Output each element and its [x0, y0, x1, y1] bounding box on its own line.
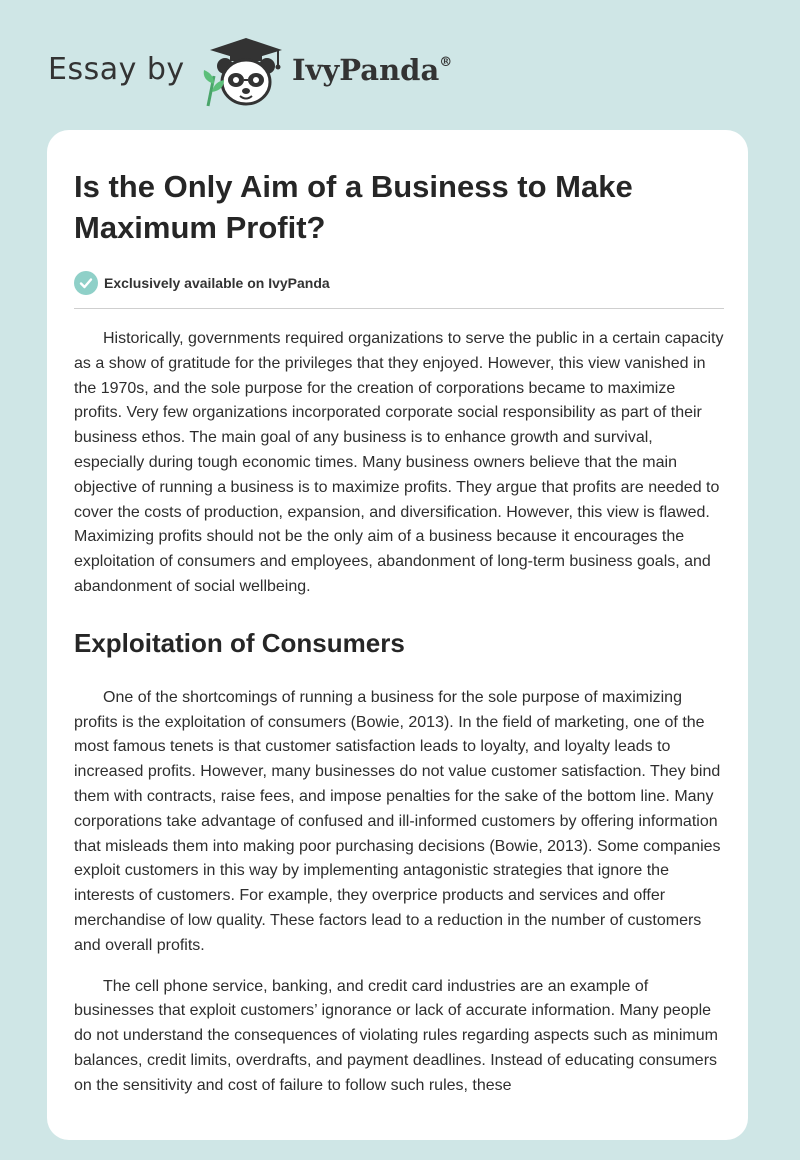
body-paragraph: The cell phone service, banking, and credit card industries are an example of businesses that exploit customers’ ignorance or lack of accurate information. Many people do not understand the consequences of violating rules regarding aspects such as minimum balances, credit limits, overdrafts, and payment deadlines. Instead of educating consumers on the sensitivity and cost of failure to follow such rules, these [74, 977, 718, 1094]
section-heading: Exploitation of Consumers [74, 627, 405, 658]
exclusive-badge [74, 270, 724, 296]
essay-card [47, 130, 748, 1140]
check-icon [74, 271, 98, 295]
page-title: Is the Only Aim of a Business to Make Maximum Profit? [74, 169, 633, 245]
brand-prefix: Essay by [48, 52, 185, 87]
intro-paragraph: Historically, governments required organizations to serve the public in a certain capacity as a show of gratitude for the privileges that they enjoyed. However, this view vanished in the 1970s, and the sole purpose for the creation of corporations became to maximize profits. Very few organizations incorporated corporate social responsibility as part of their business ethos. The main goal of any business is to enhance growth and survival, especially during tough economic times. Many business owners believe that the main objective of running a business is to maximize profits. They argue that profits are needed to cover the costs of production, expansion, and diversification. However, this view is flawed. Maximizing profits should not be the only aim of a business because it encourages the exploitation of consumers and employees, abandonment of long-term business goals, and abandonment of social wellbeing. [74, 330, 724, 595]
panda-logo-icon[interactable] [200, 36, 290, 108]
brand-name[interactable]: IvyPanda® [292, 53, 453, 87]
divider [74, 308, 724, 309]
site-header [0, 0, 800, 130]
exclusive-badge-label: Exclusively available on IvyPanda [104, 275, 330, 291]
body-paragraph: One of the shortcomings of running a business for the sole purpose of maximizing profits is the exploitation of consumers (Bowie, 2013). In the field of marketing, one of the most famous tenets is that customer satisfaction leads to loyalty, and loyalty leads to increased profits. However, many businesses do not value customer satisfaction. They bind them with contracts, raise fees, and impose penalties for the sake of the bottom line. Many corporations take advantage of confused and ill-informed customers by offering information that misleads them into making poor purchasing decisions (Bowie, 2013). Some companies exploit customers in this way by implementing antagonistic strategies that ignore the interests of customers. For example, they overprice products and services and offer merchandise of low quality. These factors lead to a reduction in the number of customers and overall profits. [74, 688, 721, 954]
